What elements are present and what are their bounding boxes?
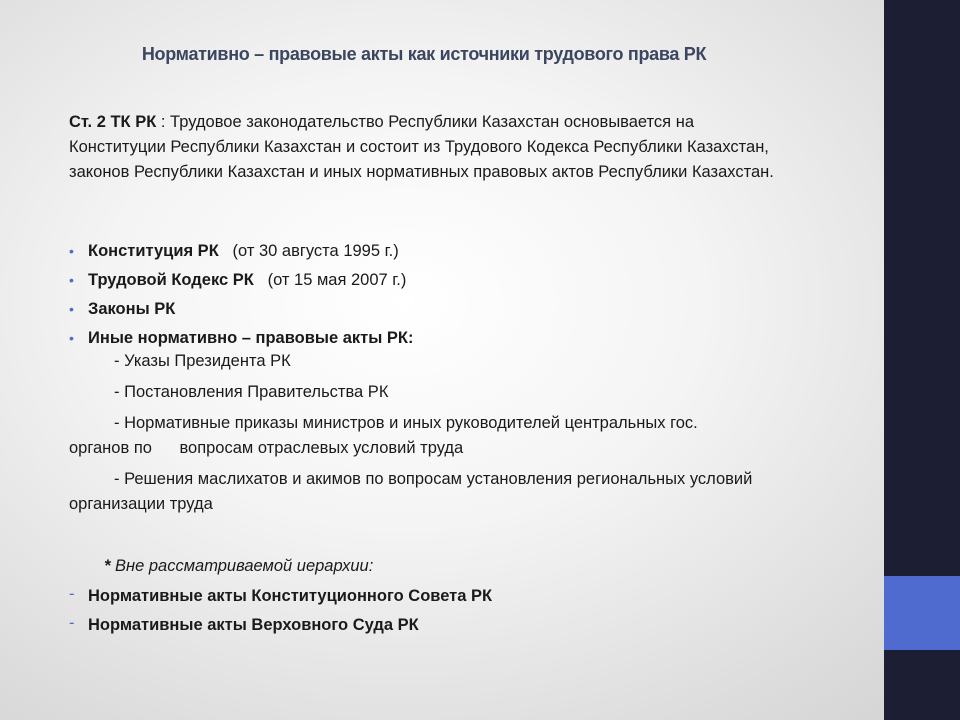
- bullet-icon: •: [69, 301, 74, 317]
- subitem-continuation: органов по вопросам отраслевых условий труда: [69, 439, 464, 457]
- asterisk: *: [104, 557, 111, 575]
- list-item: - Нормативные акты Конституционного Совета РК: [69, 582, 849, 611]
- subitem: - Указы Президента РК: [114, 352, 291, 370]
- list-item-bold: Иные нормативно – правовые акты РК:: [88, 329, 414, 347]
- list-item-bold: Законы РК: [88, 300, 176, 318]
- list-item: - Нормативные акты Верховного Суда РК: [69, 611, 849, 640]
- dash-icon: -: [69, 585, 75, 603]
- note-text: Вне рассматриваемой иерархии:: [110, 557, 374, 575]
- list-item: [69, 295, 849, 324]
- list-item-bold: Конституция РК: [88, 242, 219, 260]
- slide-title: Нормативно – правовые акты как источники трудового права РК: [141, 44, 707, 64]
- subitem: - Постановления Правительства РК: [114, 383, 389, 401]
- outside-hierarchy-list: [69, 582, 849, 640]
- other-acts-sublist: [69, 349, 849, 517]
- hierarchy-note: [104, 557, 373, 576]
- subitem-continuation: организации труда: [69, 495, 213, 513]
- bullet-icon: •: [69, 272, 74, 288]
- sidebar-band: [884, 0, 960, 720]
- list-item: [69, 266, 849, 295]
- list-item-rest: (от 15 мая 2007 г.): [253, 271, 407, 289]
- dash-icon: -: [69, 614, 75, 632]
- list-item-rest: (от 30 августа 1995 г.): [218, 242, 399, 260]
- sidebar-accent-block: [884, 576, 960, 650]
- subitem: - Нормативные приказы министров и иных руководителей центральных гос.: [114, 414, 698, 432]
- bullet-icon: •: [69, 330, 74, 346]
- subitem: - Решения маслихатов и акимов по вопросам установления региональных условий: [114, 470, 753, 488]
- intro-paragraph: [69, 110, 789, 185]
- sources-list: [69, 237, 849, 353]
- bullet-icon: •: [69, 243, 74, 259]
- list-item: [69, 237, 849, 266]
- list-item-bold: Трудовой Кодекс РК: [88, 271, 254, 289]
- intro-lead: Ст. 2 ТК РК: [69, 113, 157, 131]
- intro-text: : Трудовое законодательство Республики Казахстан основывается на Конституции Республики Казахстан и состоит из Трудового Кодекса Республики Казахстан, законов Республики Казахстан и иных нормативных правовых актов Республики Казахстан.: [69, 113, 774, 181]
